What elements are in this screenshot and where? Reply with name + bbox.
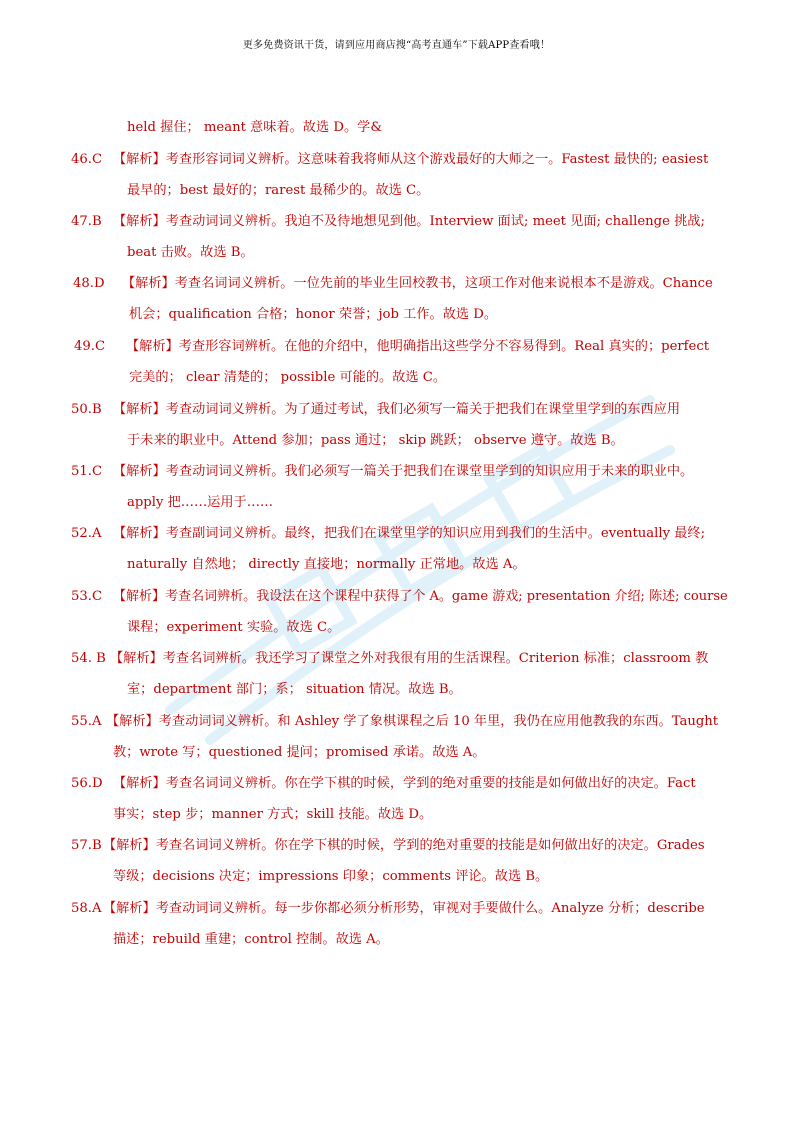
item-number: 52.A (71, 526, 102, 541)
item-line: 【解析】考查形容词辨析。在他的介绍中，他明确指出这些学分不容易得到。Real 真实的；perfect (126, 339, 710, 354)
item-number: 57.B (71, 838, 102, 853)
item-line: beat 击败。故选 B。 (127, 245, 254, 260)
item-line: apply 把……运用于…… (127, 495, 274, 510)
item-line: 教；wrote 写；questioned 提问；promised 承诺。故选 A。 (113, 745, 486, 760)
page-header: 更多免费资讯干货，请到应用商店搜“高考直通车”下载APP查看哦！ (242, 40, 551, 51)
item-line: 【解析】考查动词词义辨析。为了通过考试，我们必须写一篇关于把我们在课堂里学到的东西应用 (113, 402, 681, 417)
item-line: 【解析】考查名词词义辨析。一位先前的毕业生回校教书，这项工作对他来说根本不是游戏。Chance (122, 276, 713, 291)
item-line: 等级；decisions 决定；impressions 印象；comments 评论。故选 B。 (113, 869, 549, 884)
item-number: 58.A (71, 901, 102, 916)
item-number: 51.C (71, 464, 103, 479)
item-line: 室；department 部门；系； situation 情况。故选 B。 (127, 682, 462, 697)
item-line: 事实；step 步；manner 方式；skill 技能。故选 D。 (113, 807, 433, 822)
item-number: 50.B (71, 402, 102, 417)
item-line: 【解析】考查副词词义辨析。最终，把我们在课堂里学的知识应用到我们的生活中。eventually 最终; (113, 526, 706, 541)
item-line: 于未来的职业中。Attend 参加；pass 通过； skip 跳跃； observe 遵守。故选 B。 (127, 433, 624, 448)
item-line: 【解析】考查动词词义辨析。我迫不及待地想见到他。Interview 面试; meet 见面; challenge 挑战; (113, 214, 705, 229)
item-line: naturally 自然地； directly 直接地；normally 正常地。故选 A。 (127, 557, 526, 572)
item-line: 【解析】考查名词词义辨析。你在学下棋的时候，学到的绝对重要的技能是如何做出好的决定。Grades (103, 838, 705, 853)
item-number: 55.A (71, 714, 102, 729)
item-line: 【解析】考查形容词词义辨析。这意味着我将师从这个游戏最好的大师之一。Fastest 最快的; easiest (113, 152, 709, 167)
item-line: 【解析】考查动词词义辨析。和 Ashley 学了象棋课程之后 10 年里，我仍在应用他教我的东西。Taught (106, 714, 719, 729)
item-line: 【解析】考查动词词义辨析。每一步你都必须分析形势，审视对手要做什么。Analyze 分析；describe (103, 901, 705, 916)
item-line: 机会；qualification 合格；honor 荣誉；job 工作。故选 D。 (129, 307, 498, 322)
item-line: 课程；experiment 实验。故选 C。 (127, 620, 341, 635)
item-number: 53.C (71, 589, 103, 604)
item-number: 47.B (71, 214, 102, 229)
item-continuation-line: held 握住； meant 意味着。故选 D。学& (127, 120, 383, 135)
item-line: 【解析】考查名词词义辨析。你在学下棋的时候，学到的绝对重要的技能是如何做出好的决定。Fact (113, 776, 696, 791)
item-line: 描述；rebuild 重建；control 控制。故选 A。 (113, 932, 389, 947)
item-line: 【解析】考查动词词义辨析。我们必须写一篇关于把我们在课堂里学到的知识应用于未来的职业中。 (113, 464, 694, 479)
item-line: 完美的； clear 清楚的； possible 可能的。故选 C。 (129, 370, 447, 385)
item-line: 【解析】考查名词辨析。我设法在这个课程中获得了个 A。game 游戏; presentation 介绍; 陈述; course (113, 589, 728, 604)
item-line: 【解析】考查名词辨析。我还学习了课堂之外对我很有用的生活课程。Criterion 标准；classroom 教 (110, 651, 709, 666)
item-number: 54. B (71, 651, 106, 666)
item-number: 48.D (73, 276, 105, 291)
item-number: 56.D (71, 776, 103, 791)
item-number: 49.C (74, 339, 106, 354)
item-line: 最早的；best 最好的；rarest 最稀少的。故选 C。 (127, 183, 430, 198)
item-number: 46.C (71, 152, 103, 167)
